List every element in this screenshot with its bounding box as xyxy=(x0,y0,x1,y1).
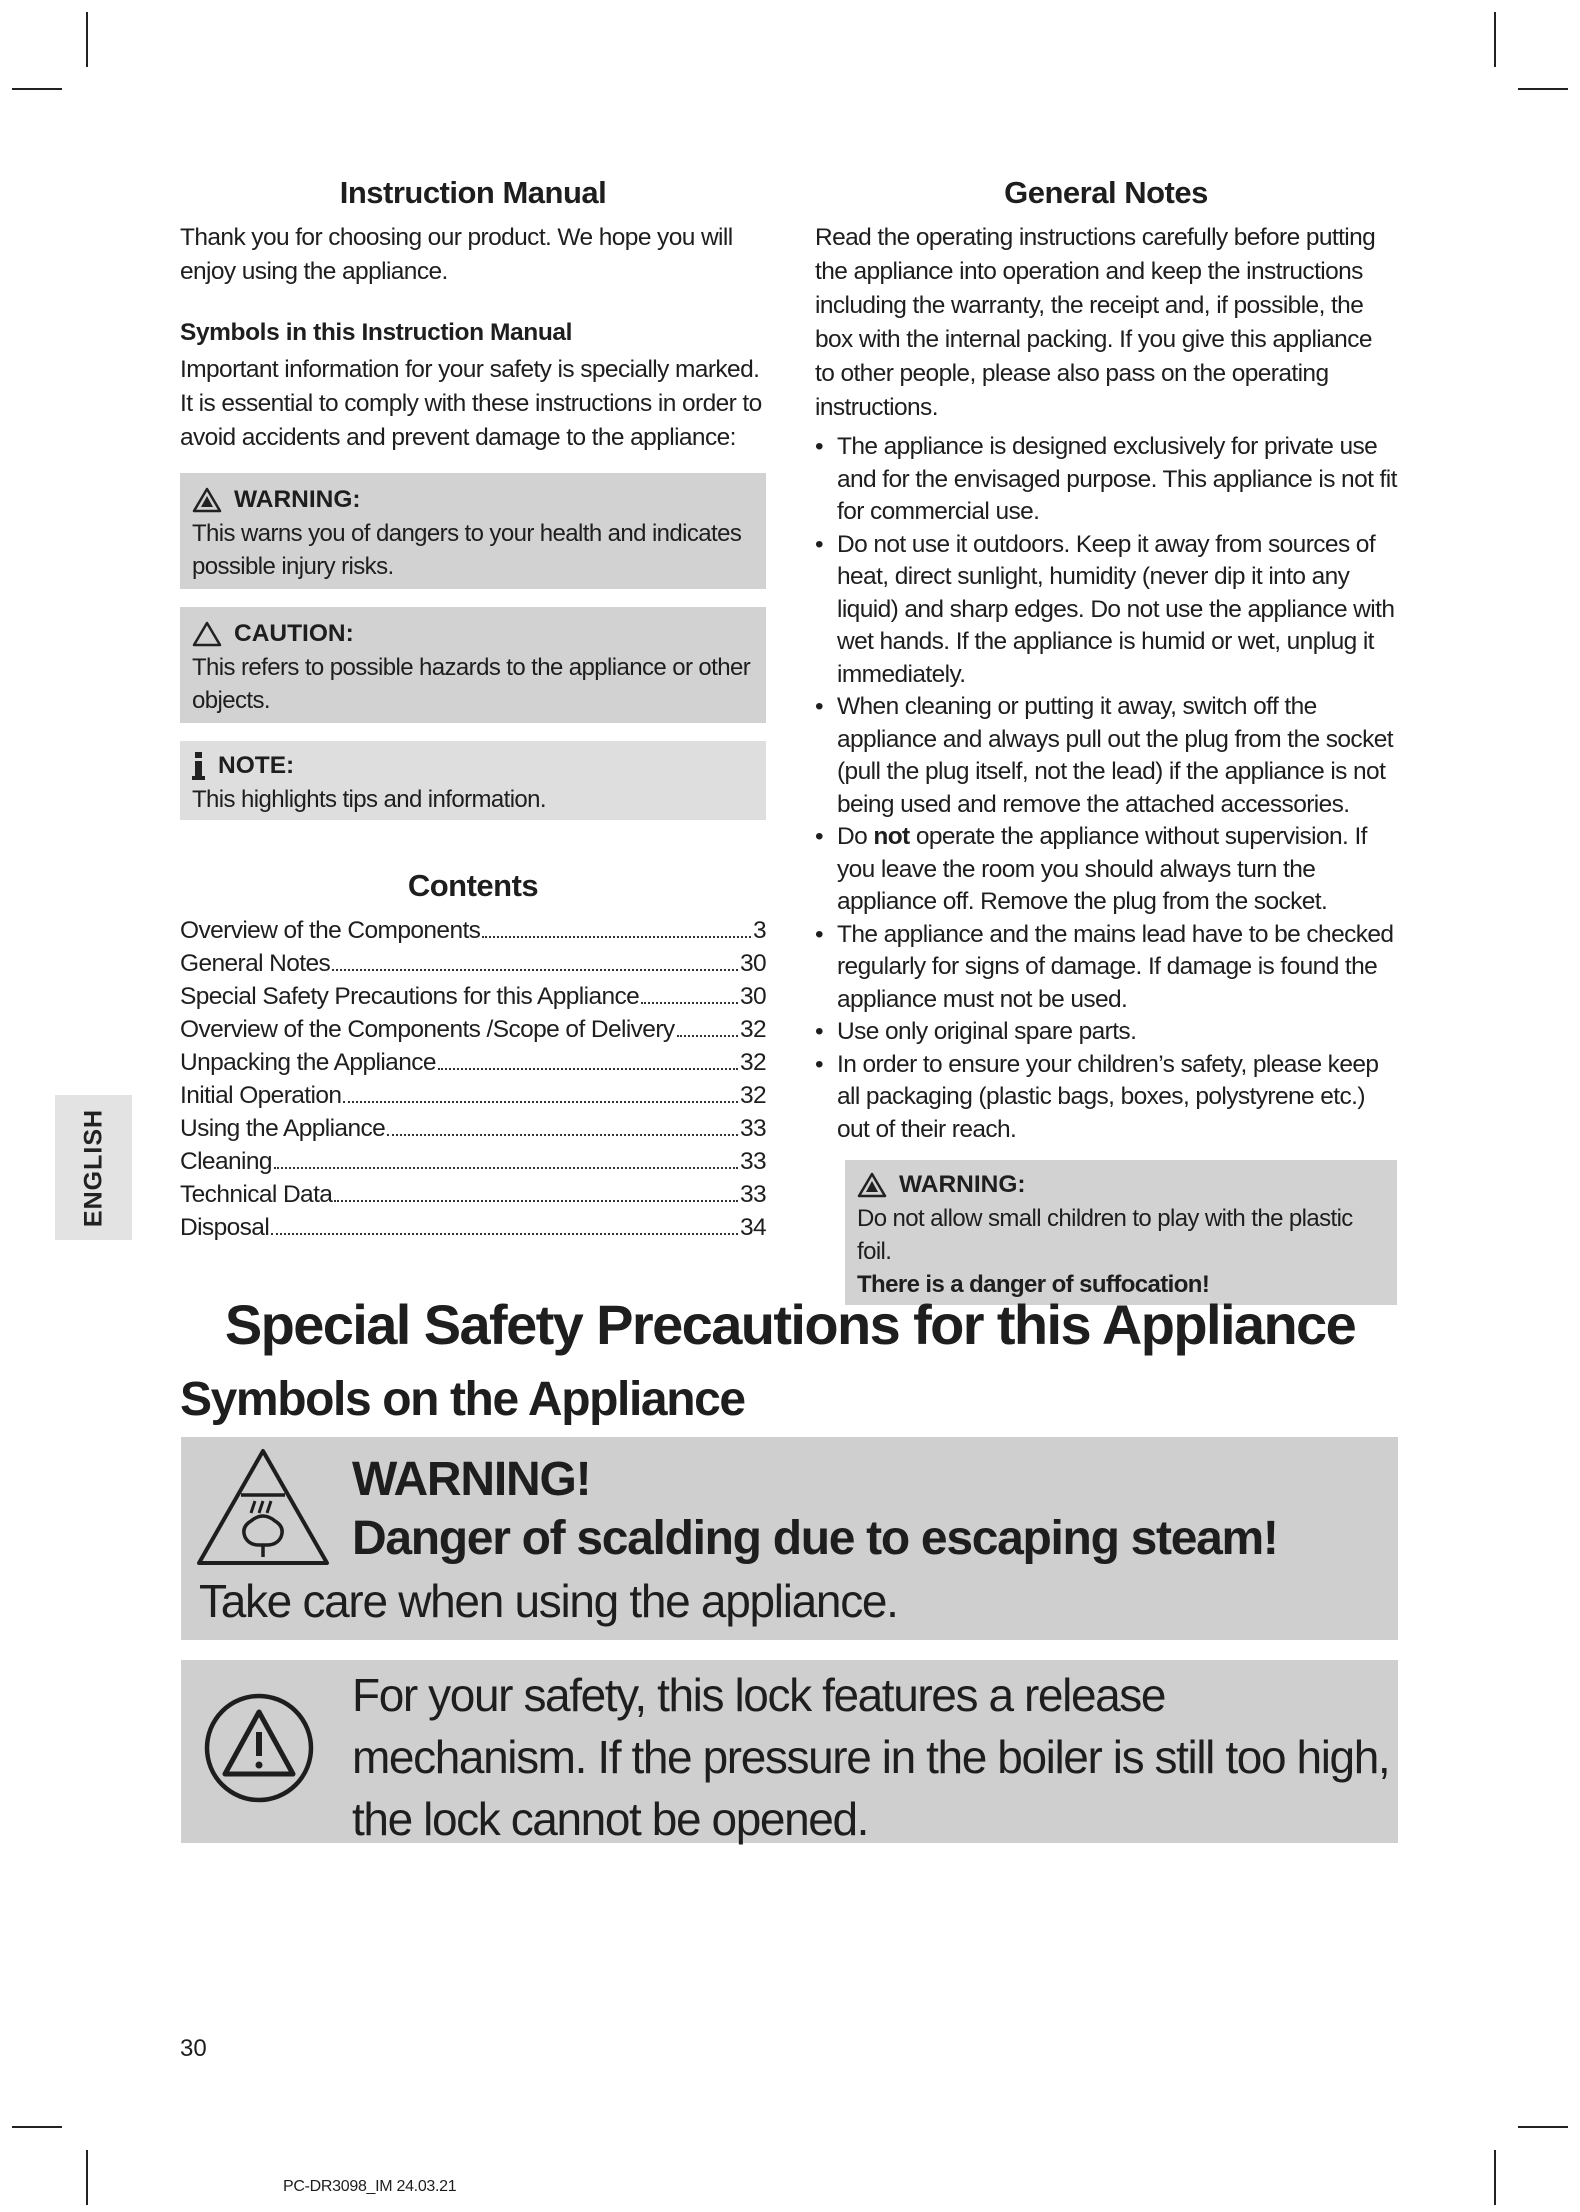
toc-item[interactable]: Technical Data 33 xyxy=(180,1181,766,1208)
contents-title: Contents xyxy=(407,868,539,903)
caution-label: CAUTION: xyxy=(234,620,354,647)
language-tab-label: ENGLISH xyxy=(79,1108,107,1227)
symbols-text-1: Important information for your safety is specially marked. xyxy=(180,356,760,383)
warning-label: WARNING: xyxy=(234,486,361,513)
steam-hazard-icon xyxy=(193,1445,333,1570)
crop-mark xyxy=(1494,12,1496,67)
crop-mark xyxy=(1518,2126,1568,2128)
list-item: • Do not operate the appliance without supervision. If you leave the room you should always turn the appliance off. Remove the plug from the socket. xyxy=(815,821,1397,919)
footer-code: PC-DR3098_IM 24.03.21 xyxy=(283,2178,457,2195)
language-tab xyxy=(55,1095,132,1240)
info-icon xyxy=(192,752,206,780)
steam-danger-text: Danger of scalding due to escaping steam! xyxy=(352,1512,1278,1565)
warning-text: This warns you of dangers to your health and indicates possible injury risks. xyxy=(192,520,742,580)
foil-warning-box xyxy=(845,1160,1397,1305)
toc-item[interactable]: Disposal 34 xyxy=(180,1214,766,1241)
list-item: • Use only original spare parts. xyxy=(815,1016,1397,1049)
warning-triangle-icon xyxy=(857,1172,887,1198)
table-of-contents xyxy=(180,914,766,1244)
safety-title: Special Safety Precautions for this Appliance xyxy=(224,1293,1356,1356)
crop-mark xyxy=(12,2126,62,2128)
list-item: • The appliance is designed exclusively for private use and for the envisaged purpose. This appliance is not fit for commercial use. xyxy=(815,431,1397,529)
symbols-subtitle: Symbols on the Appliance xyxy=(180,1373,745,1426)
general-notes-list xyxy=(815,431,1397,1146)
instruction-manual-title: Instruction Manual xyxy=(339,175,607,210)
foil-warning-label: WARNING: xyxy=(899,1171,1026,1198)
caution-triangle-icon xyxy=(192,621,222,647)
right-column xyxy=(815,175,1397,1305)
toc-item[interactable]: Overview of the Components /Scope of Delivery 32 xyxy=(180,1016,766,1043)
note-label: NOTE: xyxy=(218,752,295,779)
steam-warning-heading: WARNING! xyxy=(352,1453,591,1506)
symbols-heading: Symbols in this Instruction Manual xyxy=(180,319,573,346)
steam-warning-banner xyxy=(181,1437,1398,1640)
attention-circle-icon xyxy=(201,1690,317,1806)
caution-text: This refers to possible hazards to the appliance or other objects. xyxy=(192,654,751,714)
note-text: This highlights tips and information. xyxy=(192,786,546,813)
lock-info-text: For your safety, this lock features a release mechanism. If the pressure in the boiler is still too high, the lock cannot be opened. xyxy=(352,1669,1390,1845)
toc-item[interactable]: Special Safety Precautions for this Appliance 30 xyxy=(180,983,766,1010)
lock-info-banner xyxy=(181,1660,1398,1843)
foil-warning-text: Do not allow small children to play with the plastic foil. xyxy=(857,1205,1353,1265)
crop-mark xyxy=(1518,88,1568,90)
foil-warning-bold: There is a danger of suffocation! xyxy=(857,1271,1210,1298)
left-column xyxy=(180,175,766,1244)
toc-item[interactable]: Overview of the Components 3 xyxy=(180,917,766,944)
warning-box xyxy=(180,473,766,589)
toc-item[interactable]: Initial Operation 32 xyxy=(180,1082,766,1109)
symbols-text-2: It is essential to comply with these instructions in order to avoid accidents and prevent damage to the appliance: xyxy=(180,390,762,451)
steam-care-text: Take care when using the appliance. xyxy=(199,1575,898,1627)
toc-item[interactable]: Cleaning 33 xyxy=(180,1148,766,1175)
toc-item[interactable]: Unpacking the Appliance 32 xyxy=(180,1049,766,1076)
crop-mark xyxy=(86,2150,88,2205)
crop-mark xyxy=(12,88,62,90)
crop-mark xyxy=(86,12,88,67)
caution-box xyxy=(180,607,766,723)
note-box xyxy=(180,741,766,820)
warning-triangle-icon xyxy=(192,487,222,513)
list-item: • In order to ensure your children’s safety, please keep all packaging (plastic bags, boxes, polystyrene etc.) out of their reach. xyxy=(815,1049,1397,1147)
intro-text: Thank you for choosing our product. We hope you will enjoy using the appliance. xyxy=(180,224,733,285)
general-notes-title: General Notes xyxy=(1004,175,1208,210)
toc-item[interactable]: General Notes 30 xyxy=(180,950,766,977)
list-item: • Do not use it outdoors. Keep it away from sources of heat, direct sunlight, humidity (never dip it into any liquid) and sharp edges. Do not use the appliance with wet hands. If the appliance is humid or wet, unplug it immediately. xyxy=(815,529,1397,692)
list-item: • The appliance and the mains lead have to be checked regularly for signs of damage. If damage is found the appliance must not be used. xyxy=(815,919,1397,1017)
page-number: 30 xyxy=(180,2035,207,2062)
toc-item[interactable]: Using the Appliance 33 xyxy=(180,1115,766,1142)
list-item: • When cleaning or putting it away, switch off the appliance and always pull out the plug from the socket (pull the plug itself, not the lead) if the appliance is not being used and remove the attached accessories. xyxy=(815,691,1397,821)
crop-mark xyxy=(1494,2150,1496,2205)
general-notes-intro: Read the operating instructions carefully before putting the appliance into operation and keep the instructions including the warranty, the receipt and, if possible, the box with the internal packing. If you give this appliance to other people, please also pass on the operating instructions. xyxy=(815,224,1376,421)
